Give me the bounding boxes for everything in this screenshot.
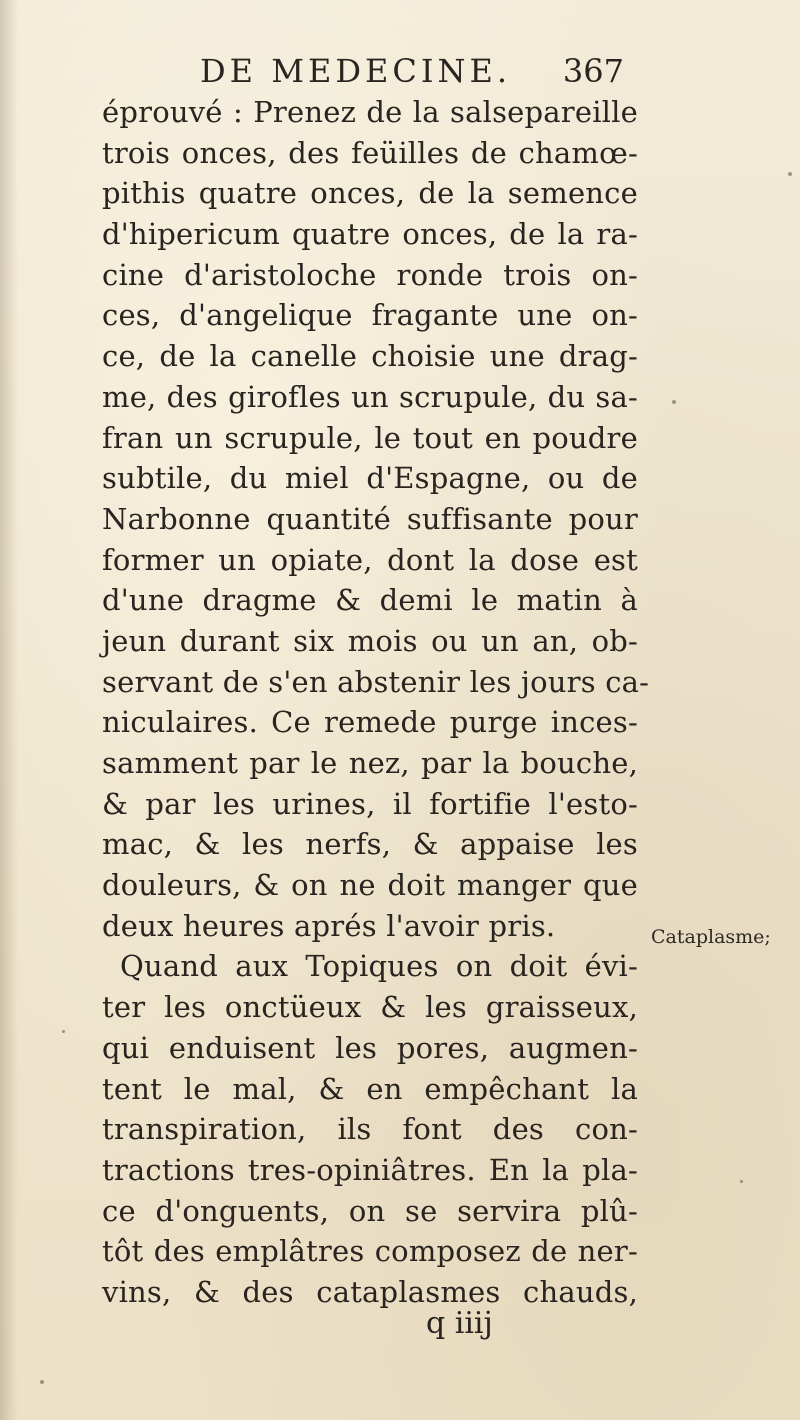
paper-speck (740, 1180, 743, 1183)
running-head: DE MEDECINE. (200, 52, 511, 90)
text-line: former un opiate, dont la dose est (102, 542, 638, 577)
page-number: 367 (562, 52, 624, 90)
text-line: tractions tres-opiniâtres. En la pla- (102, 1152, 638, 1187)
signature-mark: q iiij (426, 1306, 493, 1341)
text-line: trois onces, des feüilles de chamœ- (102, 135, 638, 170)
text-line: ter les onctüeux & les graisseux, (102, 990, 638, 1025)
text-line: d'hipericum quatre onces, de la ra- (102, 217, 638, 252)
text-line: niculaires. Ce remede purge inces- (102, 705, 638, 740)
text-line: ce d'onguents, on se servira plû- (102, 1193, 638, 1228)
text-line: fran un scrupule, le tout en poudre (102, 420, 638, 455)
text-line: transpiration, ils font des con- (102, 1112, 638, 1147)
body-text (102, 92, 650, 1313)
text-line: ces, d'angelique fragante une on- (102, 298, 638, 333)
text-line: d'une dragme & demi le matin à (102, 583, 638, 618)
paper-speck (40, 1380, 44, 1384)
text-line: servant de s'en abstenir les jours ca- (102, 664, 650, 699)
gutter-shadow (0, 0, 18, 1420)
text-line: tôt des emplâtres composez de ner- (102, 1234, 638, 1269)
text-line: qui enduisent les pores, augmen- (102, 1030, 638, 1065)
text-line: éprouvé : Prenez de la salsepareille (102, 95, 638, 129)
text-line: Narbonne quantité suffisante pour (102, 501, 638, 536)
text-line: tent le mal, & en empêchant la (102, 1071, 638, 1106)
paper-speck (788, 172, 792, 176)
paper-speck (672, 400, 676, 404)
text-line: subtile, du miel d'Espagne, ou de (102, 461, 638, 496)
text-line: mac, & les nerfs, & appaise les (102, 827, 638, 862)
text-line: ce, de la canelle choisie une drag- (102, 339, 638, 374)
text-line: me, des girofles un scrupule, du sa- (102, 379, 638, 414)
text-line: douleurs, & on ne doit manger que (102, 868, 638, 903)
text-line: cine d'aristoloche ronde trois on- (102, 257, 638, 292)
text-line: vins, & des cataplasmes chauds, (102, 1274, 638, 1309)
margin-note: Cataplasme; (651, 926, 771, 948)
text-line: pithis quatre onces, de la semence (102, 176, 638, 211)
paper-speck (62, 1030, 65, 1033)
text-line: jeun durant six mois ou un an, ob- (102, 623, 638, 658)
text-line: samment par le nez, par la bouche, (102, 746, 638, 780)
text-line: Quand aux Topiques on doit évi- (120, 949, 638, 984)
text-line: & par les urines, il fortifie l'esto- (102, 786, 638, 821)
text-line: deux heures aprés l'avoir pris. (102, 908, 556, 943)
